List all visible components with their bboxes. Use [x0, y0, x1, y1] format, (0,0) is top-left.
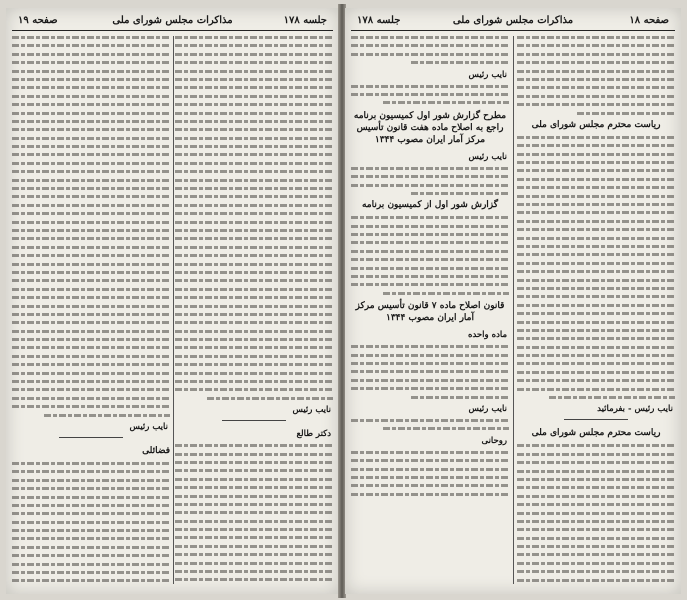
text-line [175, 355, 333, 358]
text-line [517, 321, 675, 324]
text-line [12, 128, 170, 131]
text-line [351, 484, 509, 487]
text-line [517, 470, 675, 473]
text-line [517, 478, 675, 481]
text-line [517, 279, 675, 282]
text-line [351, 53, 509, 56]
text-line [175, 221, 333, 224]
text-line [44, 414, 170, 417]
text-line [12, 44, 170, 47]
text-line [12, 563, 170, 566]
text-line [517, 444, 675, 447]
text-line [351, 175, 509, 178]
text-line [175, 461, 333, 464]
text-line [351, 93, 509, 96]
text-line [175, 246, 333, 249]
text-line [175, 486, 333, 489]
paragraph-block [12, 462, 170, 586]
text-line [175, 528, 333, 531]
text-line [351, 250, 509, 253]
text-line [207, 397, 333, 400]
text-line [12, 330, 170, 333]
text-line [12, 78, 170, 81]
text-line [12, 313, 170, 316]
text-line [517, 461, 675, 464]
text-line [12, 571, 170, 574]
text-line [517, 78, 675, 81]
text-line [12, 462, 170, 465]
text-line [517, 453, 675, 456]
text-line [12, 195, 170, 198]
text-line [175, 254, 333, 257]
text-line [12, 246, 170, 249]
text-line [12, 521, 170, 524]
text-line [175, 195, 333, 198]
text-line [517, 53, 675, 56]
text-line [351, 451, 509, 454]
text-line [175, 78, 333, 81]
text-line [351, 167, 509, 170]
text-line [351, 184, 509, 187]
text-line [517, 379, 675, 382]
text-line [351, 36, 509, 39]
text-line [175, 179, 333, 182]
paragraph-block [351, 216, 509, 295]
text-line [12, 103, 170, 106]
text-line [12, 254, 170, 257]
paragraph-block [351, 345, 509, 398]
text-line [12, 204, 170, 207]
text-line [12, 86, 170, 89]
page-number: صفحه ۱۸ [629, 15, 669, 26]
text-line [517, 337, 675, 340]
text-line [517, 528, 675, 531]
text-line [383, 292, 509, 295]
text-line [517, 161, 675, 164]
text-line [175, 495, 333, 498]
text-line [517, 211, 675, 214]
text-line [12, 579, 170, 582]
paragraph-block [351, 419, 509, 430]
text-line [175, 545, 333, 548]
text-line [351, 379, 509, 382]
text-line [12, 296, 170, 299]
text-line [175, 388, 333, 391]
paragraph-block [351, 167, 509, 195]
text-line [12, 120, 170, 123]
text-line [517, 346, 675, 349]
text-line [12, 321, 170, 324]
text-line [517, 270, 675, 273]
text-line [175, 503, 333, 506]
text-line [12, 355, 170, 358]
section-divider [222, 420, 285, 421]
text-line [517, 537, 675, 540]
text-line [12, 496, 170, 499]
section-divider [564, 419, 627, 420]
text-line [351, 419, 509, 422]
text-line [517, 512, 675, 515]
text-line [517, 362, 675, 365]
text-line [351, 459, 509, 462]
text-line [12, 338, 170, 341]
text-line [175, 578, 333, 581]
text-line [12, 529, 170, 532]
text-line [517, 245, 675, 248]
text-line [351, 493, 509, 496]
session-number: جلسه ۱۷۸ [357, 15, 401, 26]
text-line [12, 237, 170, 240]
text-line [351, 225, 509, 228]
page-header [12, 14, 333, 31]
section-heading: ریاست محترم مجلس شورای ملی [531, 119, 661, 130]
text-line [175, 103, 333, 106]
agenda-item-heading: مطرح گزارش شور اول کمیسیون برنامه راجع به اصلاح ماده هفت قانون تأسیس مرکز آمار ایران مصوب ۱۳۴۴ [353, 110, 507, 145]
text-line [175, 61, 333, 64]
text-line [351, 345, 509, 348]
text-line [12, 145, 170, 148]
text-line [175, 237, 333, 240]
text-line [12, 212, 170, 215]
paragraph-block [517, 36, 675, 115]
text-line [517, 545, 675, 548]
paragraph-block [351, 85, 509, 105]
text-line [12, 36, 170, 39]
text-line [383, 427, 509, 430]
text-line [12, 279, 170, 282]
text-line [175, 511, 333, 514]
text-line [12, 512, 170, 515]
text-line [351, 283, 509, 286]
text-line [383, 101, 509, 104]
section-heading: ریاست محترم مجلس شورای ملی [531, 428, 661, 439]
text-line [517, 203, 675, 206]
column-rule [513, 36, 514, 584]
paragraph-block [517, 136, 675, 399]
section-heading: فضائلی [142, 445, 170, 456]
text-line [517, 186, 675, 189]
text-line [517, 312, 675, 315]
text-line [12, 170, 170, 173]
section-divider [59, 437, 122, 438]
text-line [517, 295, 675, 298]
text-line [175, 380, 333, 383]
text-line [12, 397, 170, 400]
text-line [12, 479, 170, 482]
text-line [12, 221, 170, 224]
text-line [175, 536, 333, 539]
speaker-label: نایب رئیس [129, 421, 168, 432]
text-line [175, 162, 333, 165]
text-line [175, 469, 333, 472]
text-line [175, 346, 333, 349]
speaker-label: نایب رئیس [292, 405, 331, 416]
text-line [175, 570, 333, 573]
text-line [12, 179, 170, 182]
text-line [517, 61, 675, 64]
text-line [175, 212, 333, 215]
text-line [517, 329, 675, 332]
text-line [12, 263, 170, 266]
text-line [351, 387, 509, 390]
text-line [517, 253, 675, 256]
speaker-label: نایب رئیس [468, 403, 507, 414]
text-line [517, 36, 675, 39]
page-19 [6, 8, 339, 594]
text-line [411, 396, 509, 399]
section-heading: گزارش شور اول از کمیسیون برنامه [361, 200, 499, 211]
text-line [175, 263, 333, 266]
text-line [175, 229, 333, 232]
text-column-1 [175, 36, 333, 586]
text-line [517, 570, 675, 573]
text-line [12, 487, 170, 490]
page-title: مذاکرات مجلس شورای ملی [452, 15, 574, 26]
text-line [517, 579, 675, 582]
speaker-label: دکتر طالع [296, 429, 331, 440]
text-line [175, 453, 333, 456]
paragraph-block [517, 444, 675, 586]
text-line [517, 195, 675, 198]
text-line [517, 388, 675, 391]
text-line [12, 554, 170, 557]
text-line [12, 537, 170, 540]
text-line [351, 362, 509, 365]
text-line [517, 304, 675, 307]
text-line [175, 137, 333, 140]
text-line [517, 371, 675, 374]
text-line [517, 237, 675, 240]
text-line [517, 153, 675, 156]
text-line [12, 95, 170, 98]
paragraph-block [12, 36, 170, 417]
text-line [175, 562, 333, 565]
text-line [517, 144, 675, 147]
text-line [12, 388, 170, 391]
text-line [175, 145, 333, 148]
column-rule [173, 36, 174, 584]
speaker-label: روحانی [481, 435, 507, 446]
paragraph-block [175, 444, 333, 586]
text-line [175, 338, 333, 341]
text-line [12, 70, 170, 73]
paragraph-block [351, 36, 509, 64]
text-line [12, 229, 170, 232]
text-line [175, 86, 333, 89]
text-line [351, 216, 509, 219]
page-18 [345, 8, 681, 594]
text-line [517, 520, 675, 523]
page-title: مذاکرات مجلس شورای ملی [112, 15, 233, 26]
text-line [175, 363, 333, 366]
text-line [175, 288, 333, 291]
text-line [351, 275, 509, 278]
text-line [12, 153, 170, 156]
text-line [175, 271, 333, 274]
speaker-label: نایب رئیس [468, 69, 507, 80]
text-line [12, 53, 170, 56]
text-line [175, 313, 333, 316]
text-line [12, 470, 170, 473]
text-line [175, 279, 333, 282]
text-line [351, 44, 509, 47]
text-line [175, 553, 333, 556]
text-line [517, 103, 675, 106]
text-line [175, 112, 333, 115]
text-line [12, 187, 170, 190]
article-label: ماده واحده [468, 330, 507, 341]
text-line [351, 267, 509, 270]
text-line [175, 330, 333, 333]
paragraph-block [175, 36, 333, 400]
text-line [517, 169, 675, 172]
text-line [12, 305, 170, 308]
text-line [517, 262, 675, 265]
text-line [12, 372, 170, 375]
text-line [517, 486, 675, 489]
text-line [175, 444, 333, 447]
text-line [175, 187, 333, 190]
page-number: صفحه ۱۹ [18, 15, 58, 26]
text-column-1 [517, 36, 675, 586]
text-line [517, 178, 675, 181]
text-line [175, 321, 333, 324]
text-line [517, 287, 675, 290]
speaker-label: نایب رئیس [468, 151, 507, 162]
text-line [175, 153, 333, 156]
text-line [517, 44, 675, 47]
text-line [12, 112, 170, 115]
text-line [175, 44, 333, 47]
text-line [351, 258, 509, 261]
text-line [351, 241, 509, 244]
session-number: جلسه ۱۷۸ [283, 15, 327, 26]
text-line [517, 553, 675, 556]
text-line [175, 70, 333, 73]
text-line [175, 120, 333, 123]
text-line [517, 220, 675, 223]
text-line [517, 503, 675, 506]
text-line [175, 520, 333, 523]
text-line [12, 405, 170, 408]
text-line [517, 228, 675, 231]
text-line [517, 86, 675, 89]
text-line [175, 204, 333, 207]
text-line [12, 137, 170, 140]
text-line [175, 128, 333, 131]
text-column-2 [12, 36, 170, 586]
text-line [12, 271, 170, 274]
paragraph-block [351, 451, 509, 496]
text-line [517, 136, 675, 139]
text-line [411, 61, 509, 64]
text-line [351, 370, 509, 373]
text-line [175, 296, 333, 299]
text-line [517, 354, 675, 357]
text-line [175, 36, 333, 39]
text-line [12, 380, 170, 383]
text-line [517, 495, 675, 498]
text-line [351, 354, 509, 357]
text-line [577, 112, 675, 115]
text-line [12, 61, 170, 64]
text-line [175, 53, 333, 56]
speaker-label: نایب رئیس - بفرمائید [597, 404, 673, 415]
text-line [517, 95, 675, 98]
text-line [175, 170, 333, 173]
text-line [12, 346, 170, 349]
text-line [175, 478, 333, 481]
text-line [351, 233, 509, 236]
text-line [411, 192, 509, 195]
text-line [12, 363, 170, 366]
page-header [351, 14, 675, 31]
text-line [351, 85, 509, 88]
text-line [175, 305, 333, 308]
text-line [12, 546, 170, 549]
text-line [12, 288, 170, 291]
text-line [12, 504, 170, 507]
text-line [175, 372, 333, 375]
text-line [175, 95, 333, 98]
text-line [12, 162, 170, 165]
text-line [517, 562, 675, 565]
text-line [351, 468, 509, 471]
text-line [517, 70, 675, 73]
text-column-2 [351, 36, 509, 586]
law-title-heading: قانون اصلاح ماده ۷ قانون تأسیس مرکز آمار ایران مصوب ۱۳۴۴ [355, 301, 505, 324]
text-line [549, 396, 675, 399]
text-line [351, 476, 509, 479]
